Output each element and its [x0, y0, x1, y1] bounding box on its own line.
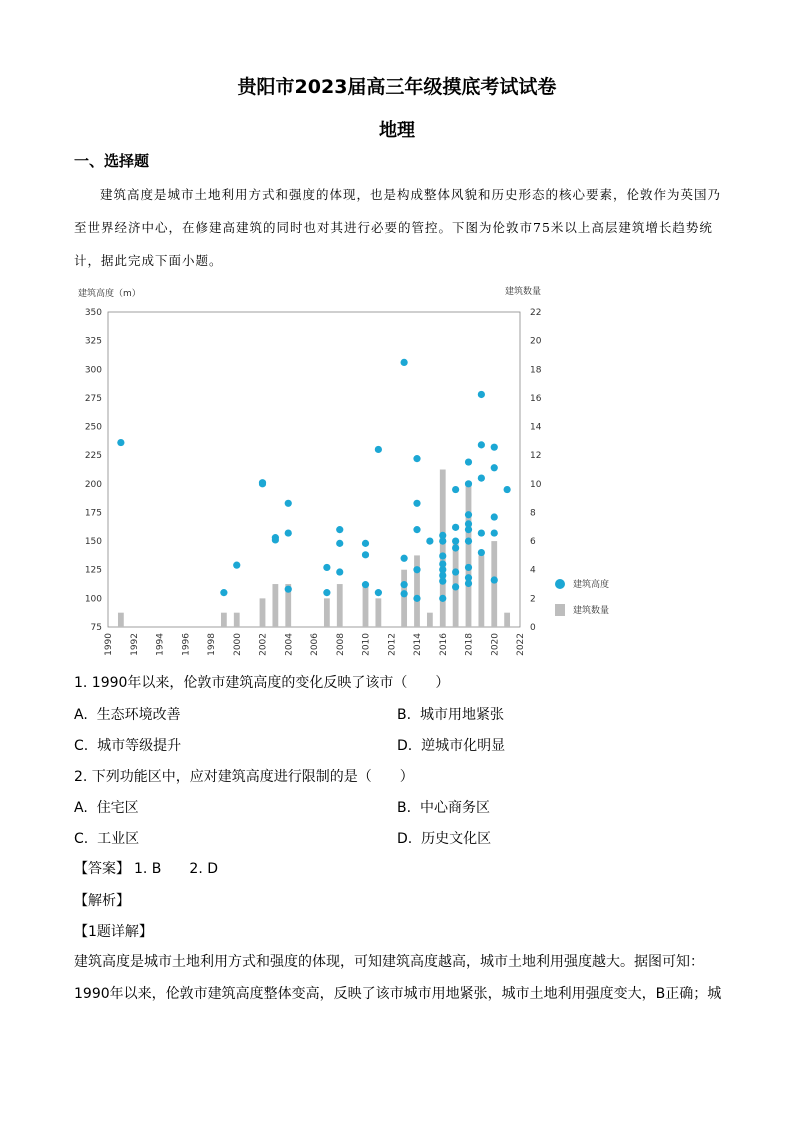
- count-bar: [260, 598, 266, 627]
- legend-height-label: 建筑高度: [573, 580, 610, 590]
- answer-label: 【答案】: [74, 861, 130, 877]
- option-letter: B.: [397, 800, 412, 816]
- height-point: [452, 486, 459, 493]
- count-bar: [234, 613, 240, 627]
- height-point: [272, 536, 279, 543]
- y-right-tick-label: 4: [530, 565, 536, 576]
- height-point: [478, 474, 485, 481]
- y-left-tick-label: 275: [84, 393, 102, 404]
- option-letter: D.: [397, 831, 413, 847]
- count-bar: [375, 598, 381, 627]
- option-letter: A.: [74, 707, 88, 723]
- y-left-tick-label: 300: [84, 365, 102, 376]
- height-point: [362, 540, 369, 547]
- q2-option-c: [74, 828, 139, 848]
- height-point: [117, 439, 124, 446]
- y-right-axis-label: 建筑数量: [505, 287, 542, 297]
- height-point: [401, 581, 408, 588]
- option-text: 工业区: [97, 831, 140, 847]
- y-right-tick-label: 6: [530, 537, 536, 548]
- option-letter: C.: [74, 738, 89, 754]
- x-tick-label: 1998: [207, 633, 217, 656]
- y-left-tick-label: 150: [84, 537, 102, 548]
- height-point: [220, 589, 227, 596]
- count-bar: [363, 584, 369, 627]
- height-point: [401, 555, 408, 562]
- y-right-tick-label: 2: [530, 594, 536, 605]
- height-point: [465, 526, 472, 533]
- height-point: [439, 537, 446, 544]
- count-bar: [401, 570, 407, 627]
- count-bar: [466, 484, 472, 627]
- height-point: [491, 576, 498, 583]
- height-point: [465, 480, 472, 487]
- analysis-label: 【解析】: [74, 893, 130, 909]
- count-bar: [272, 584, 278, 627]
- height-point: [413, 566, 420, 573]
- height-point: [465, 580, 472, 587]
- height-point: [465, 458, 472, 465]
- q2-option-a: [74, 797, 139, 817]
- section-heading: 一、选择题: [74, 152, 150, 170]
- count-bar: [478, 555, 484, 627]
- y-right-tick-label: 10: [530, 479, 542, 490]
- option-text: 中心商务区: [419, 800, 490, 816]
- count-bar: [324, 598, 330, 627]
- y-right-tick-label: 16: [530, 393, 542, 404]
- height-point: [413, 595, 420, 602]
- count-bar: [337, 584, 343, 627]
- y-right-tick-label: 20: [530, 336, 542, 347]
- height-point: [491, 529, 498, 536]
- detail-text: 建筑高度是城市土地利用方式和强度的体现，可知建筑高度越高，城市土地利用强度越大。据图可知：1990年以来，伦敦市建筑高度整体变高，反映了该市城市用地紧张，城市土地利用强度变大，B正确；城: [74, 954, 722, 1002]
- x-tick-label: 2016: [438, 633, 449, 656]
- y-right-tick-label: 0: [530, 623, 536, 633]
- q1-option-c: [74, 735, 181, 755]
- option-text: 逆城市化明显: [421, 738, 506, 754]
- height-point: [362, 551, 369, 558]
- answer-line: [74, 858, 218, 878]
- exam-subject: 地理: [379, 120, 415, 141]
- height-point: [478, 549, 485, 556]
- detail-label: 【1题详解】: [74, 924, 153, 940]
- y-right-tick-label: 8: [530, 508, 536, 519]
- x-tick-label: 2018: [464, 633, 475, 656]
- height-point: [439, 578, 446, 585]
- height-point: [439, 595, 446, 602]
- option-text: 城市等级提升: [97, 738, 182, 754]
- question-2-stem: 2. 下列功能区中，应对建筑高度进行限制的是（ ）: [74, 769, 414, 785]
- height-point: [285, 500, 292, 507]
- x-tick-label: 2000: [232, 633, 243, 656]
- height-point: [426, 537, 433, 544]
- height-point: [259, 480, 266, 487]
- y-left-tick-label: 125: [84, 565, 102, 576]
- exam-title: 贵阳市2023届高三年级摸底考试试卷: [237, 76, 557, 98]
- height-point: [413, 455, 420, 462]
- height-point: [452, 568, 459, 575]
- count-bar: [427, 613, 433, 627]
- y-left-tick-label: 225: [84, 451, 102, 462]
- option-text: 城市用地紧张: [419, 707, 504, 723]
- height-point: [375, 446, 382, 453]
- height-point: [336, 540, 343, 547]
- height-point: [413, 500, 420, 507]
- height-point: [375, 589, 382, 596]
- height-point: [452, 583, 459, 590]
- y-right-tick-label: 12: [530, 451, 542, 462]
- y-left-tick-label: 200: [84, 479, 102, 490]
- x-tick-label: 1992: [129, 633, 140, 656]
- legend-height-marker: [555, 579, 565, 589]
- q2-option-d: [397, 828, 491, 848]
- height-point: [336, 568, 343, 575]
- x-tick-label: 2008: [335, 633, 346, 656]
- option-letter: C.: [74, 831, 89, 847]
- height-point: [452, 544, 459, 551]
- building-chart: [70, 280, 710, 660]
- x-tick-label: 2014: [413, 633, 423, 656]
- y-left-tick-label: 75: [90, 623, 102, 633]
- y-left-tick-label: 100: [84, 594, 102, 605]
- height-point: [504, 486, 511, 493]
- height-point: [413, 526, 420, 533]
- x-tick-label: 2004: [284, 633, 295, 656]
- option-letter: D.: [397, 738, 413, 754]
- height-point: [323, 564, 330, 571]
- height-point: [491, 513, 498, 520]
- y-left-tick-label: 250: [84, 422, 102, 433]
- legend-count-label: 建筑数量: [573, 606, 610, 616]
- q1-option-d: [397, 735, 505, 755]
- y-left-tick-label: 325: [84, 336, 102, 347]
- q1-option-b: [397, 704, 504, 724]
- y-left-tick-label: 175: [84, 508, 102, 519]
- x-tick-label: 2012: [387, 633, 398, 656]
- x-tick-label: 1996: [181, 633, 192, 656]
- height-point: [465, 511, 472, 518]
- answer-value: 1. B 2. D: [134, 861, 218, 877]
- x-tick-label: 1990: [104, 633, 114, 656]
- height-point: [401, 590, 408, 597]
- count-bar: [440, 470, 446, 628]
- height-point: [452, 537, 459, 544]
- q2-option-b: [397, 797, 490, 817]
- option-letter: A.: [74, 800, 88, 816]
- count-bar: [118, 613, 124, 627]
- height-point: [439, 552, 446, 559]
- y-right-tick-label: 18: [530, 365, 542, 376]
- height-point: [401, 359, 408, 366]
- option-text: 历史文化区: [421, 831, 492, 847]
- legend-count-marker: [555, 604, 565, 616]
- y-left-tick-label: 350: [84, 308, 102, 318]
- x-tick-label: 2006: [310, 633, 320, 656]
- intro-paragraph: 建筑高度是城市土地利用方式和强度的体现，也是构成整体风貌和历史形态的核心要素，伦敦作为英国乃至世界经济中心，在修建高建筑的同时也对其进行必要的管控。下图为伦敦市75米以上高层建筑增长趋势统计，据此完成下面小题。: [74, 187, 722, 268]
- option-text: 住宅区: [96, 800, 139, 816]
- option-text: 生态环境改善: [96, 707, 181, 723]
- height-point: [336, 526, 343, 533]
- height-point: [323, 589, 330, 596]
- height-point: [478, 441, 485, 448]
- height-point: [285, 586, 292, 593]
- height-point: [285, 529, 292, 536]
- height-point: [478, 391, 485, 398]
- question-1-stem: 1. 1990年以来，伦敦市建筑高度的变化反映了该市（ ）: [74, 675, 450, 691]
- y-right-tick-label: 22: [530, 308, 542, 318]
- x-tick-label: 1994: [155, 633, 166, 656]
- height-point: [465, 537, 472, 544]
- height-point: [491, 444, 498, 451]
- height-point: [465, 564, 472, 571]
- y-right-tick-label: 14: [530, 422, 542, 433]
- x-tick-label: 2022: [516, 633, 526, 656]
- option-letter: B.: [397, 707, 412, 723]
- x-tick-label: 2020: [490, 633, 501, 656]
- height-point: [362, 581, 369, 588]
- count-bar: [221, 613, 227, 627]
- count-bar: [504, 613, 510, 627]
- height-point: [233, 562, 240, 569]
- x-tick-label: 2002: [258, 633, 269, 656]
- height-point: [452, 524, 459, 531]
- x-tick-label: 2010: [361, 633, 372, 656]
- q1-option-a: [74, 704, 181, 724]
- count-bar: [491, 541, 497, 627]
- height-point: [478, 529, 485, 536]
- y-left-axis-label: 建筑高度（m）: [78, 289, 141, 299]
- height-point: [491, 464, 498, 471]
